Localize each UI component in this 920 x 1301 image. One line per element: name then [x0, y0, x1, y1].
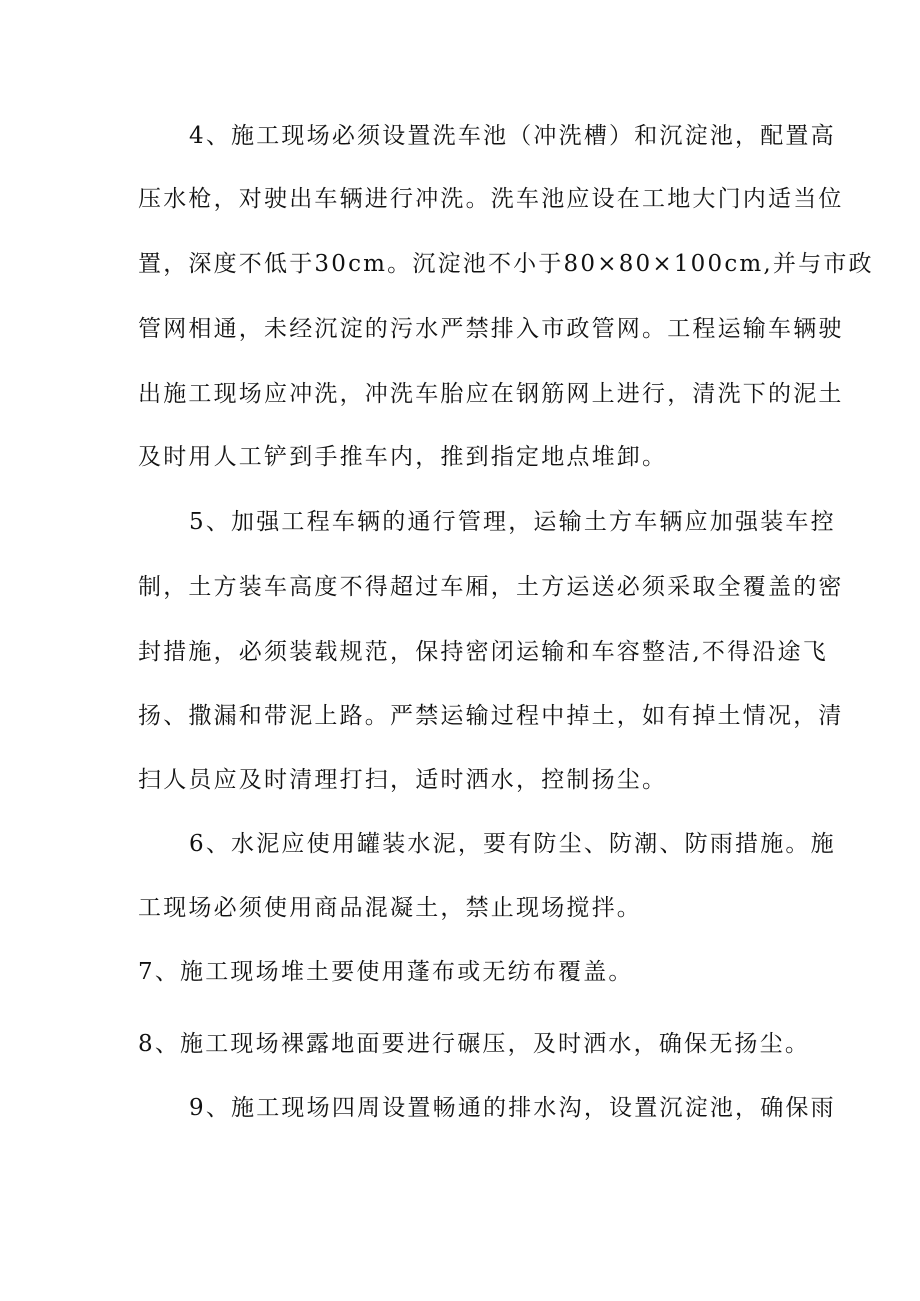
text-line: 出施工现场应冲洗，冲洗车胎应在钢筋网上进行，清洗下的泥土: [138, 381, 844, 407]
text-line: 及时用人工铲到手推车内，推到指定地点堆卸。: [138, 444, 668, 470]
text-line: 制，土方装车高度不得超过车厢，土方运送必须采取全覆盖的密: [138, 574, 844, 600]
text-line: 9、施工现场四周设置畅通的排水沟，设置沉淀池，确保雨: [189, 1095, 836, 1121]
text-line: 5、加强工程车辆的通行管理，运输土方车辆应加强装车控: [189, 509, 836, 535]
text-line: 工现场必须使用商品混凝土，禁止现场搅拌。: [138, 895, 642, 921]
text-line: 置，深度不低于30cm。沉淀池不小于80×80×100cm,并与市政: [138, 251, 874, 277]
text-line: 6、水泥应使用罐装水泥，要有防尘、防潮、防雨措施。施: [189, 831, 836, 857]
text-line: 扫人员应及时清理打扫，适时洒水，控制扬尘。: [138, 767, 668, 793]
text-line: 8、施工现场裸露地面要进行碾压，及时洒水，确保无扬尘。: [138, 1031, 811, 1057]
text-line: 扬、撒漏和带泥上路。严禁运输过程中掉土，如有掉土情况，清: [138, 703, 844, 729]
text-line: 封措施，必须装载规范，保持密闭运输和车容整洁,不得沿途飞: [138, 639, 828, 665]
text-line: 4、施工现场必须设置洗车池（冲洗槽）和沉淀池，配置高: [189, 123, 836, 149]
text-line: 管网相通，未经沉淀的污水严禁排入市政管网。工程运输车辆驶: [138, 316, 844, 342]
text-line: 压水枪，对驶出车辆进行冲洗。洗车池应设在工地大门内适当位: [138, 186, 844, 212]
text-line: 7、施工现场堆土要使用蓬布或无纺布覆盖。: [138, 959, 634, 985]
